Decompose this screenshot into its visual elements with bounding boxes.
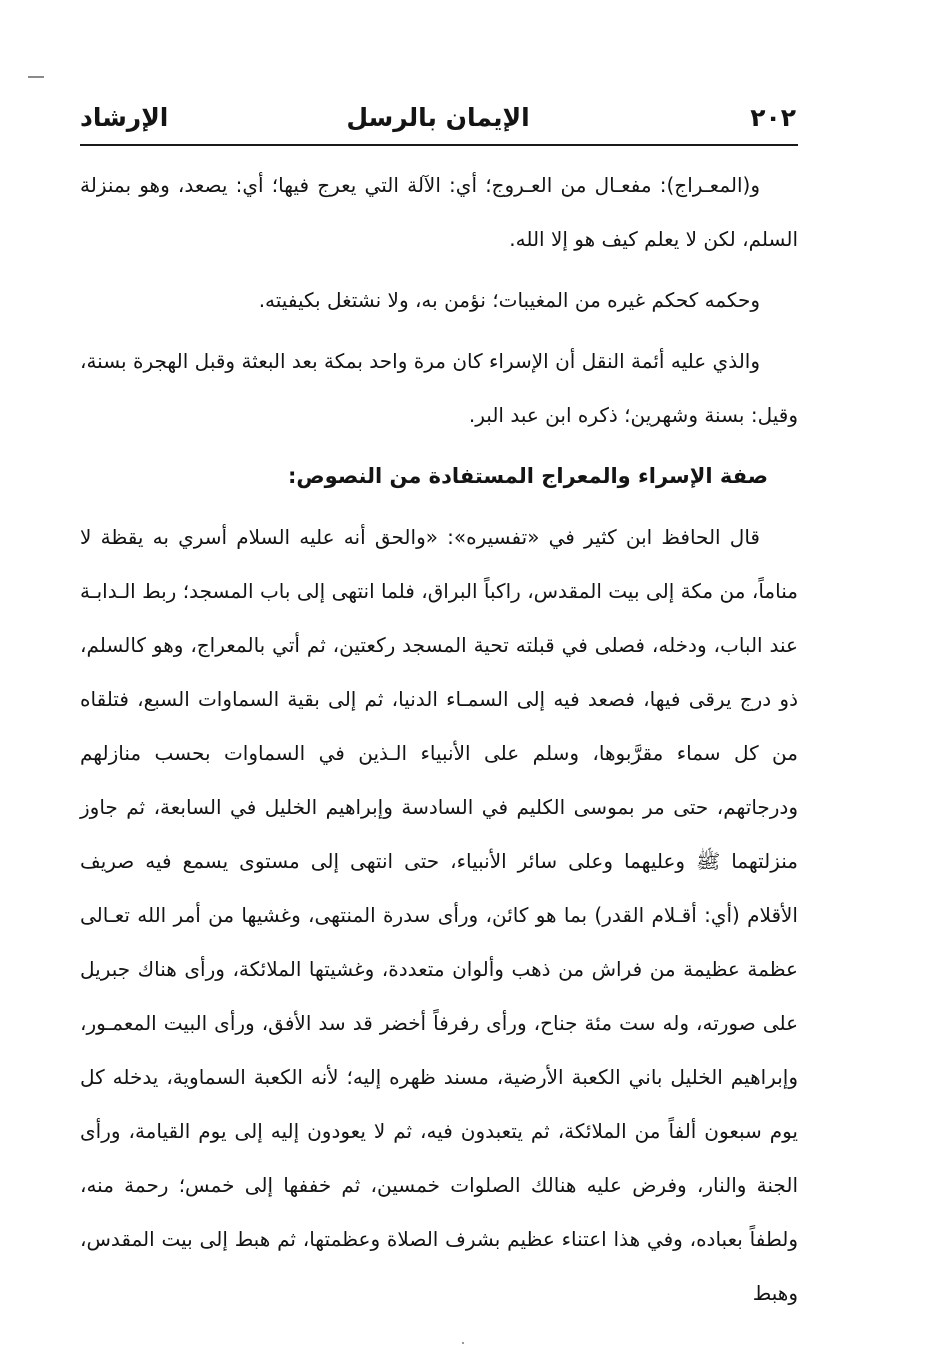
paragraph-isra-timing: والذي عليه أئمة النقل أن الإسراء كان مرة واحد بمكة بعد البعثة وقبل الهجرة بسنة، وقيل: بسنة وشهرين؛ ذكره ابن عبد البر. [80,349,798,427]
chapter-title: الإيمان بالرسل [346,103,530,132]
header-divider [80,144,798,146]
book-title: الإرشاد [80,103,169,132]
paragraph-miraj-definition: و(المعـراج): مفعـال من العـروج؛ أي: الآلة التي يعرج فيها؛ أي: يصعد، وهو بمنزلة السلم، لكن لا يعلم كيف هو إلا الله. [80,173,798,251]
scan-speck [462,1342,464,1344]
page-body [80,158,798,1327]
paragraph-miraj-ruling: وحكمه كحكم غيره من المغيبات؛ نؤمن به، ولا نشتغل بكيفيته. [258,288,760,312]
page-number: ٢٠٢ [750,103,796,132]
section-heading: صفة الإسراء والمعراج المستفادة من النصوص: [288,464,768,488]
scan-margin-mark [28,76,44,78]
running-header [78,98,798,140]
paragraph-ibn-kathir-quote: قال الحافظ ابن كثير في «تفسيره»: «والحق أنه عليه السلام أسري به يقظة لا مناماً، من مكة إلى بيت المقدس، راكباً البراق، فلما انتهى إلى باب المسجد؛ ربط الـدابـة عند الباب، ودخله، فصلى في قبلته تحية المسجد ركعتين، ثم أتي بالمعراج، وهو كالسلم، ذو درج يرقى فيها، فصعد فيه إلى السمـاء الدنيا، ثم إلى بقية السماوات السبع، فتلقاه من كل سماء مقرَّبوها، وسلم على الأنبياء الـذين في السماوات بحسب منازلهم ودرجاتهم، حتى مر بموسى الكليم في السادسة وإبراهيم الخليل في السابعة، ثم جاوز منزلتهما ﷺ وعليهما وعلى سائر الأنبياء، حتى انتهى إلى مستوى يسمع فيه صريف الأقلام (أي: أقـلام القدر) بما هو كائن، ورأى سدرة المنتهى، وغشيها من أمر الله تعـالى عظمة عظيمة من فراش من ذهب وألوان متعددة، وغشيتها الملائكة، ورأى هناك جبريل على صورته، وله ست مئة جناح، ورأى رفرفاً أخضر قد سد الأفق، ورأى البيت المعمـور، وإبراهيم الخليل باني الكعبة الأرضية، مسند ظهره إليه؛ لأنه الكعبة السماوية، يدخله كل يوم سبعون ألفاً من الملائكة، ثم يتعبدون فيه، ثم لا يعودون إليه إلى يوم القيامة، ورأى الجنة والنار، وفرض عليه هنالك الصلوات خمسين، ثم خففها إلى خمس؛ رحمة منه، ولطفاً بعباده، وفي هذا اعتناء عظيم بشرف الصلاة وعظمتها، ثم هبط إلى بيت المقدس، وهبط [80,525,798,1305]
